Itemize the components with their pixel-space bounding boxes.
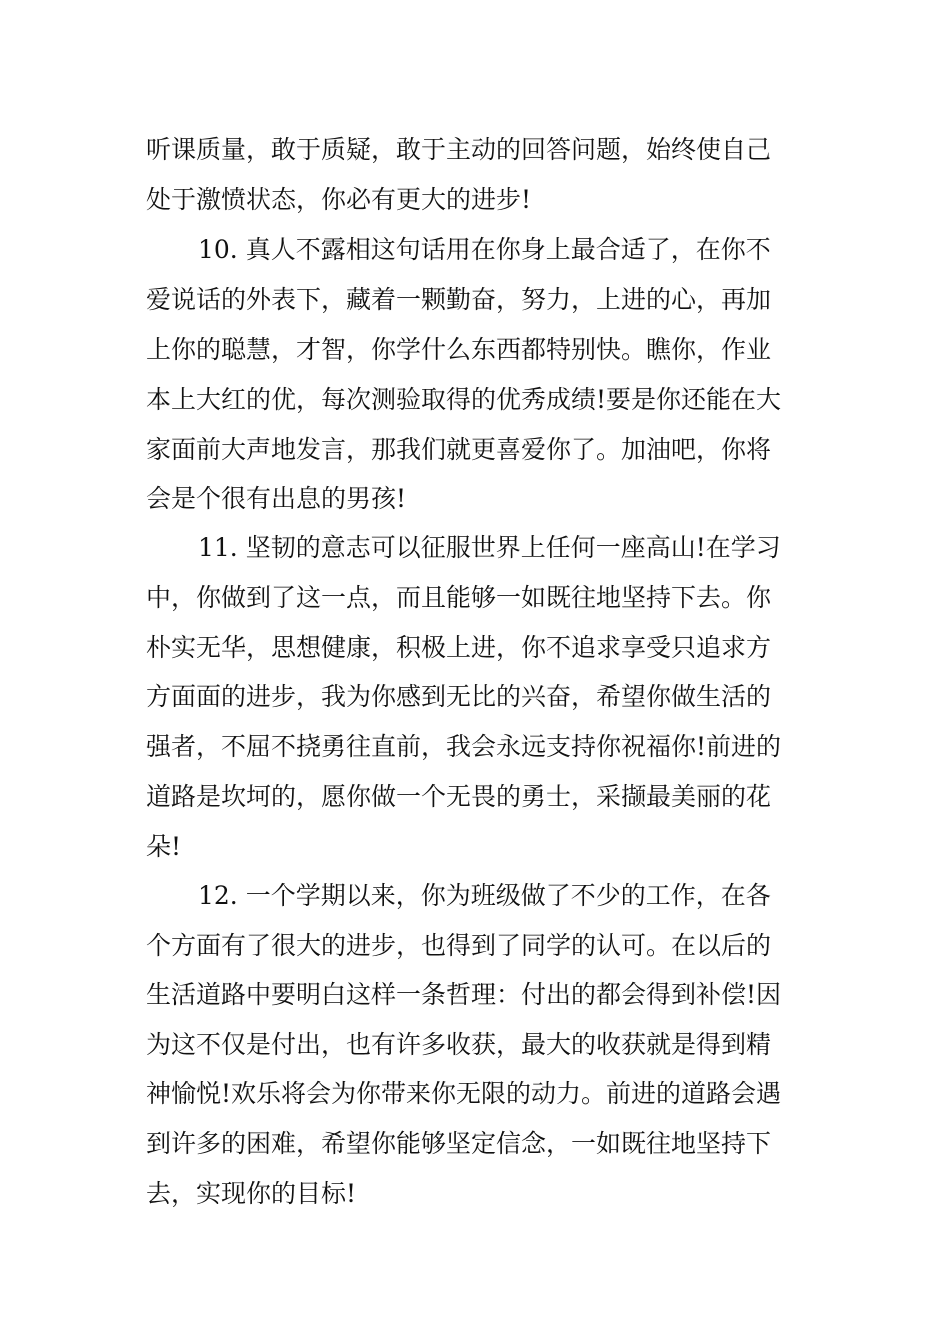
text-line: 到许多的困难，希望你能够坚定信念，一如既往地坚持下 [146,1129,772,1158]
paragraph-11-start: 11. 坚韧的意志可以征服世界上任何一座高山!在学习 [198,533,781,562]
text-line: 去，实现你的目标! [146,1179,357,1208]
text-line: 会是个很有出息的男孩! [146,484,407,513]
text-line: 中，你做到了这一点，而且能够一如既往地坚持下去。你 [146,583,772,612]
text-line: 上你的聪慧，才智，你学什么东西都特别快。瞧你，作业 [146,335,772,364]
text-line: 道路是坎坷的，愿你做一个无畏的勇士，采撷最美丽的花 [146,782,772,811]
text-line: 强者，不屈不挠勇往直前，我会永远支持你祝福你!前进的 [146,732,782,761]
paragraph-12-start: 12. 一个学期以来，你为班级做了不少的工作，在各 [198,881,771,910]
text-line: 神愉悦!欢乐将会为你带来你无限的动力。前进的道路会遇 [146,1079,782,1108]
text-line: 方面面的进步，我为你感到无比的兴奋，希望你做生活的 [146,682,772,711]
text-line: 朴实无华，思想健康，积极上进，你不追求享受只追求方 [146,633,772,662]
text-line: 为这不仅是付出，也有许多收获，最大的收获就是得到精 [146,1030,772,1059]
text-line: 生活道路中要明白这样一条哲理：付出的都会得到补偿!因 [146,980,782,1009]
text-line: 朵! [146,832,182,861]
text-line: 处于激愤状态，你必有更大的进步! [146,185,532,214]
text-line: 个方面有了很大的进步，也得到了同学的认可。在以后的 [146,931,772,960]
text-line: 本上大红的优，每次测验取得的优秀成绩!要是你还能在大 [146,385,782,414]
paragraph-10-start: 10. 真人不露相这句话用在你身上最合适了，在你不 [198,235,771,264]
text-line: 听课质量，敢于质疑，敢于主动的回答问题，始终使自己 [146,135,772,164]
text-line: 家面前大声地发言，那我们就更喜爱你了。加油吧，你将 [146,435,772,464]
text-line: 爱说话的外表下，藏着一颗勤奋，努力，上进的心，再加 [146,285,772,314]
